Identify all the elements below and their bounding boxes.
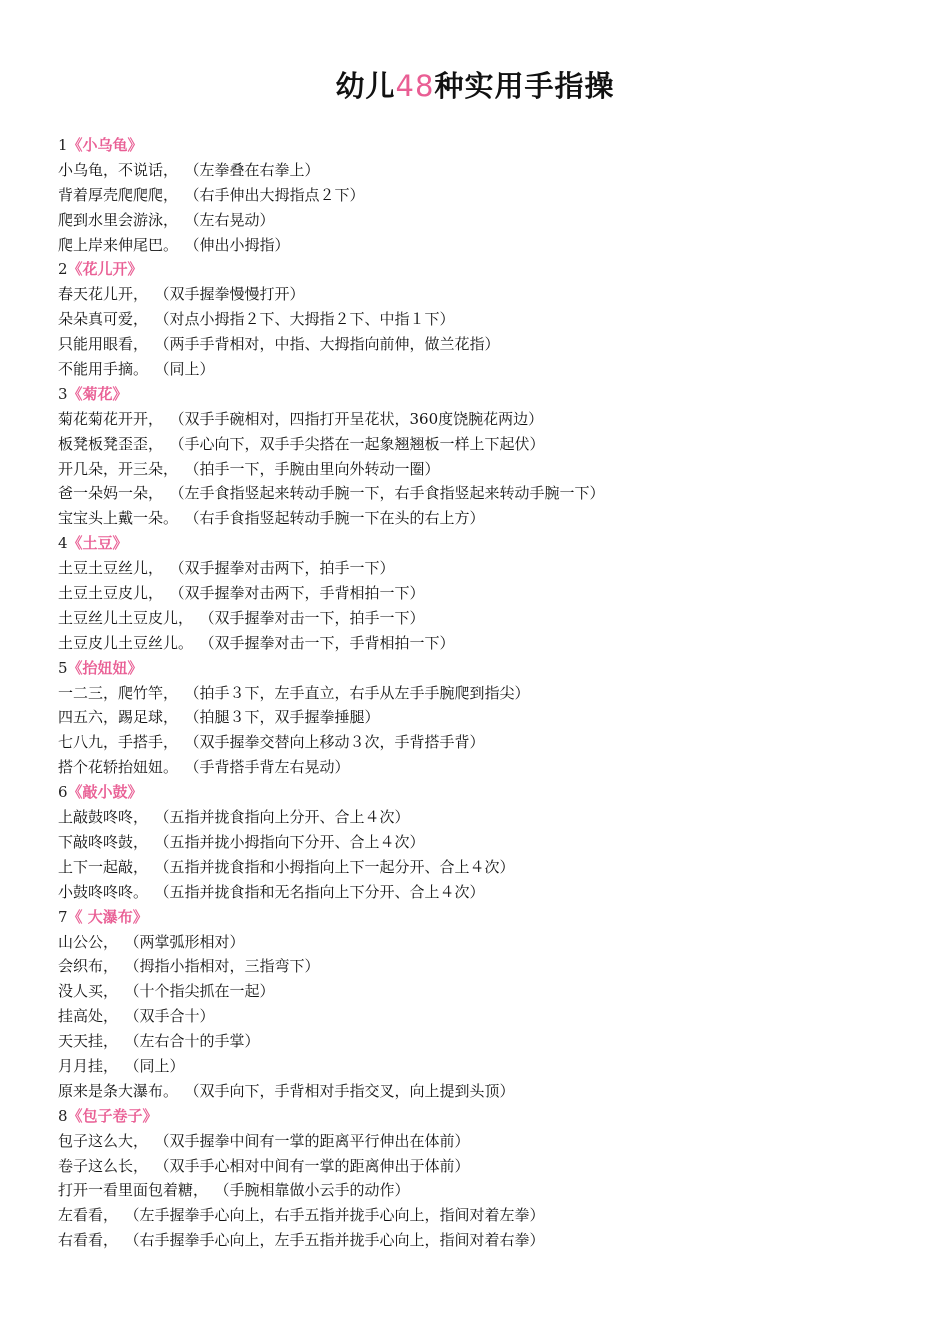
verse-line: [58, 581, 918, 606]
gesture-note: （五指并拢食指和无名指向上下分开、合上４次）: [162, 882, 485, 901]
gesture-note: （五指并拢食指向上分开、合上４次）: [162, 808, 410, 827]
verse-line: [58, 1154, 918, 1179]
section-name: 《抬妞妞》: [67, 658, 143, 677]
verse-line: [58, 556, 918, 581]
verse-text: 不能用手摘。: [58, 360, 149, 379]
section-heading: [58, 656, 918, 681]
verse-line: [58, 755, 918, 780]
verse-line: [58, 1004, 918, 1029]
section-name: 《花儿开》: [67, 260, 143, 279]
gesture-note: （左手食指竖起来转动手腕一下，右手食指竖起来转动手腕一下）: [177, 484, 605, 503]
gesture-note: （双手握拳对击两下，拍手一下）: [177, 559, 395, 578]
verse-line: [58, 481, 918, 506]
gesture-note: （拍腿３下，双手握拳捶腿）: [192, 708, 380, 727]
verse-text: 板凳板凳歪歪，: [58, 434, 164, 453]
section-name: 《土豆》: [67, 534, 128, 553]
verse-line: [58, 506, 918, 531]
gesture-note: （双手握拳对击一下，拍手一下）: [207, 608, 425, 627]
verse-line: [58, 307, 918, 332]
verse-line: [58, 830, 918, 855]
verse-line: [58, 407, 918, 432]
gesture-note: （五指并拢小拇指向下分开、合上４次）: [162, 832, 425, 851]
verse-line: [58, 208, 918, 233]
verse-text: 爬到水里会游泳，: [58, 210, 179, 229]
verse-text: 菊花菊花开开，: [58, 409, 164, 428]
section-name: 《菊花》: [67, 384, 128, 403]
verse-text: 打开一看里面包着糖，: [58, 1181, 209, 1200]
gesture-note: （同上）: [132, 1056, 185, 1075]
section-number: 3: [58, 384, 68, 403]
section-number: 1: [58, 136, 68, 154]
verse-text: 宝宝头上戴一朵。: [58, 509, 179, 528]
title-prefix: 幼儿: [335, 69, 396, 103]
verse-line: [58, 1203, 918, 1228]
section-number: 8: [58, 1106, 68, 1125]
verse-line: [58, 183, 918, 208]
verse-line: [58, 432, 918, 457]
verse-line: [58, 158, 918, 183]
gesture-note: （十个指尖抓在一起）: [132, 982, 275, 1001]
verse-line: [58, 332, 918, 357]
gesture-note: （双手合十）: [132, 1007, 215, 1026]
verse-text: 春天花儿开，: [58, 285, 149, 304]
section-heading: [58, 133, 918, 158]
verse-line: [58, 457, 918, 482]
section-name: 《包子卷子》: [67, 1106, 158, 1125]
section-heading: [58, 382, 918, 407]
verse-line: [58, 233, 918, 258]
section-name: 《敲小鼓》: [67, 783, 143, 802]
verse-line: [58, 730, 918, 755]
section-heading: [58, 531, 918, 556]
section-name: 《 大瀑布》: [67, 907, 148, 926]
gesture-note: （双手握拳对击两下，手背相拍一下）: [177, 584, 425, 603]
gesture-note: （左右合十的手掌）: [132, 1032, 260, 1051]
verse-text: 山公公，: [58, 932, 119, 951]
section-heading: [58, 780, 918, 805]
gesture-note: （手背搭手背左右晃动）: [192, 758, 350, 777]
gesture-note: （拍手一下，手腕由里向外转动一圈）: [192, 459, 440, 478]
gesture-note: （左手握拳手心向上，右手五指并拢手心向上，指间对着左拳）: [132, 1206, 545, 1225]
verse-text: 下敲咚咚鼓，: [58, 832, 149, 851]
verse-line: [58, 805, 918, 830]
verse-line: [58, 357, 918, 382]
gesture-note: （双手握拳中间有一掌的距离平行伸出在体前）: [162, 1131, 470, 1150]
gesture-note: （拍手３下，左手直立，右手从左手手腕爬到指尖）: [192, 683, 530, 702]
verse-text: 爸一朵妈一朵，: [58, 484, 164, 503]
section-number: 2: [58, 260, 68, 279]
verse-line: [58, 1129, 918, 1154]
verse-line: [58, 705, 918, 730]
finger-play-list: [58, 133, 918, 1253]
verse-text: 左看看，: [58, 1206, 119, 1225]
verse-text: 土豆土豆皮儿，: [58, 584, 164, 603]
verse-text: 上敲鼓咚咚，: [58, 808, 149, 827]
gesture-note: （左拳叠在右拳上）: [192, 160, 320, 179]
verse-text: 七八九，手搭手，: [58, 733, 179, 752]
verse-text: 土豆土豆丝儿，: [58, 559, 164, 578]
verse-text: 原来是条大瀑布。: [58, 1081, 179, 1100]
gesture-note: （双手握拳对击一下，手背相拍一下）: [207, 633, 455, 652]
gesture-note: （两手手背相对，中指、大拇指向前伸，做兰花指）: [162, 335, 500, 354]
gesture-note: （双手握拳慢慢打开）: [162, 285, 305, 304]
verse-line: [58, 880, 918, 905]
verse-line: [58, 1029, 918, 1054]
gesture-note: （两掌弧形相对）: [132, 932, 245, 951]
verse-text: 土豆丝儿土豆皮儿，: [58, 608, 194, 627]
section-number: 4: [58, 534, 68, 553]
verse-text: 搭个花轿抬妞妞。: [58, 758, 179, 777]
verse-text: 朵朵真可爱，: [58, 310, 149, 329]
verse-line: [58, 954, 918, 979]
verse-text: 卷子这么长，: [58, 1156, 149, 1175]
title-number: 48: [395, 69, 435, 103]
verse-line: [58, 631, 918, 656]
gesture-note: （右手食指竖起转动手腕一下在头的右上方）: [192, 509, 485, 528]
verse-line: [58, 1054, 918, 1079]
gesture-note: （双手握拳交替向上移动３次，手背搭手背）: [192, 733, 485, 752]
gesture-note: （手腕相靠做小云手的动作）: [222, 1181, 410, 1200]
gesture-note: （右手伸出大拇指点２下）: [192, 185, 365, 204]
verse-text: 包子这么大，: [58, 1131, 149, 1150]
verse-text: 小乌龟，不说话，: [58, 160, 179, 179]
verse-line: [58, 681, 918, 706]
verse-text: 右看看，: [58, 1231, 119, 1250]
verse-line: [58, 282, 918, 307]
section-number: 7: [58, 907, 68, 926]
section-number: 5: [58, 658, 68, 677]
verse-text: 只能用眼看，: [58, 335, 149, 354]
verse-text: 一二三，爬竹竿，: [58, 683, 179, 702]
verse-line: [58, 1178, 918, 1203]
verse-text: 会织布，: [58, 957, 119, 976]
gesture-note: （同上）: [162, 360, 215, 379]
gesture-note: （右手握拳手心向上，左手五指并拢手心向上，指间对着右拳）: [132, 1231, 545, 1250]
page-title: [0, 64, 950, 108]
gesture-note: （手心向下，双手手尖搭在一起象翘翘板一样上下起伏）: [177, 434, 545, 453]
verse-line: [58, 930, 918, 955]
gesture-note: （五指并拢食指和小拇指向上下一起分开、合上４次）: [162, 857, 515, 876]
gesture-note: （双手向下，手背相对手指交叉，向上提到头顶）: [192, 1081, 515, 1100]
gesture-note: （双手手心相对中间有一掌的距离伸出于体前）: [162, 1156, 470, 1175]
section-number: 6: [58, 783, 68, 802]
verse-line: [58, 1079, 918, 1104]
verse-line: [58, 606, 918, 631]
section-heading: [58, 257, 918, 282]
verse-text: 开几朵，开三朵，: [58, 459, 179, 478]
verse-line: [58, 855, 918, 880]
gesture-note: （对点小拇指２下、大拇指２下、中指１下）: [162, 310, 455, 329]
verse-text: 天天挂，: [58, 1032, 119, 1051]
section-heading: [58, 1104, 918, 1129]
verse-line: [58, 979, 918, 1004]
section-name: 《小乌龟》: [67, 136, 143, 154]
section-heading: [58, 905, 918, 930]
title-suffix: 种实用手指操: [434, 69, 615, 103]
verse-text: 挂高处，: [58, 1007, 119, 1026]
verse-text: 爬上岸来伸尾巴。: [58, 235, 179, 254]
verse-text: 没人买，: [58, 982, 119, 1001]
verse-text: 月月挂，: [58, 1056, 119, 1075]
verse-text: 土豆皮儿土豆丝儿。: [58, 633, 194, 652]
verse-text: 背着厚壳爬爬爬，: [58, 185, 179, 204]
verse-text: 小鼓咚咚咚。: [58, 882, 149, 901]
gesture-note: （左右晃动）: [192, 210, 275, 229]
gesture-note: （双手手碗相对，四指打开呈花状，360度饶腕花两边）: [177, 409, 544, 428]
gesture-note: （伸出小拇指）: [192, 235, 290, 254]
gesture-note: （拇指小指相对，三指弯下）: [132, 957, 320, 976]
verse-text: 上下一起敲，: [58, 857, 149, 876]
verse-line: [58, 1228, 918, 1253]
verse-text: 四五六，踢足球，: [58, 708, 179, 727]
